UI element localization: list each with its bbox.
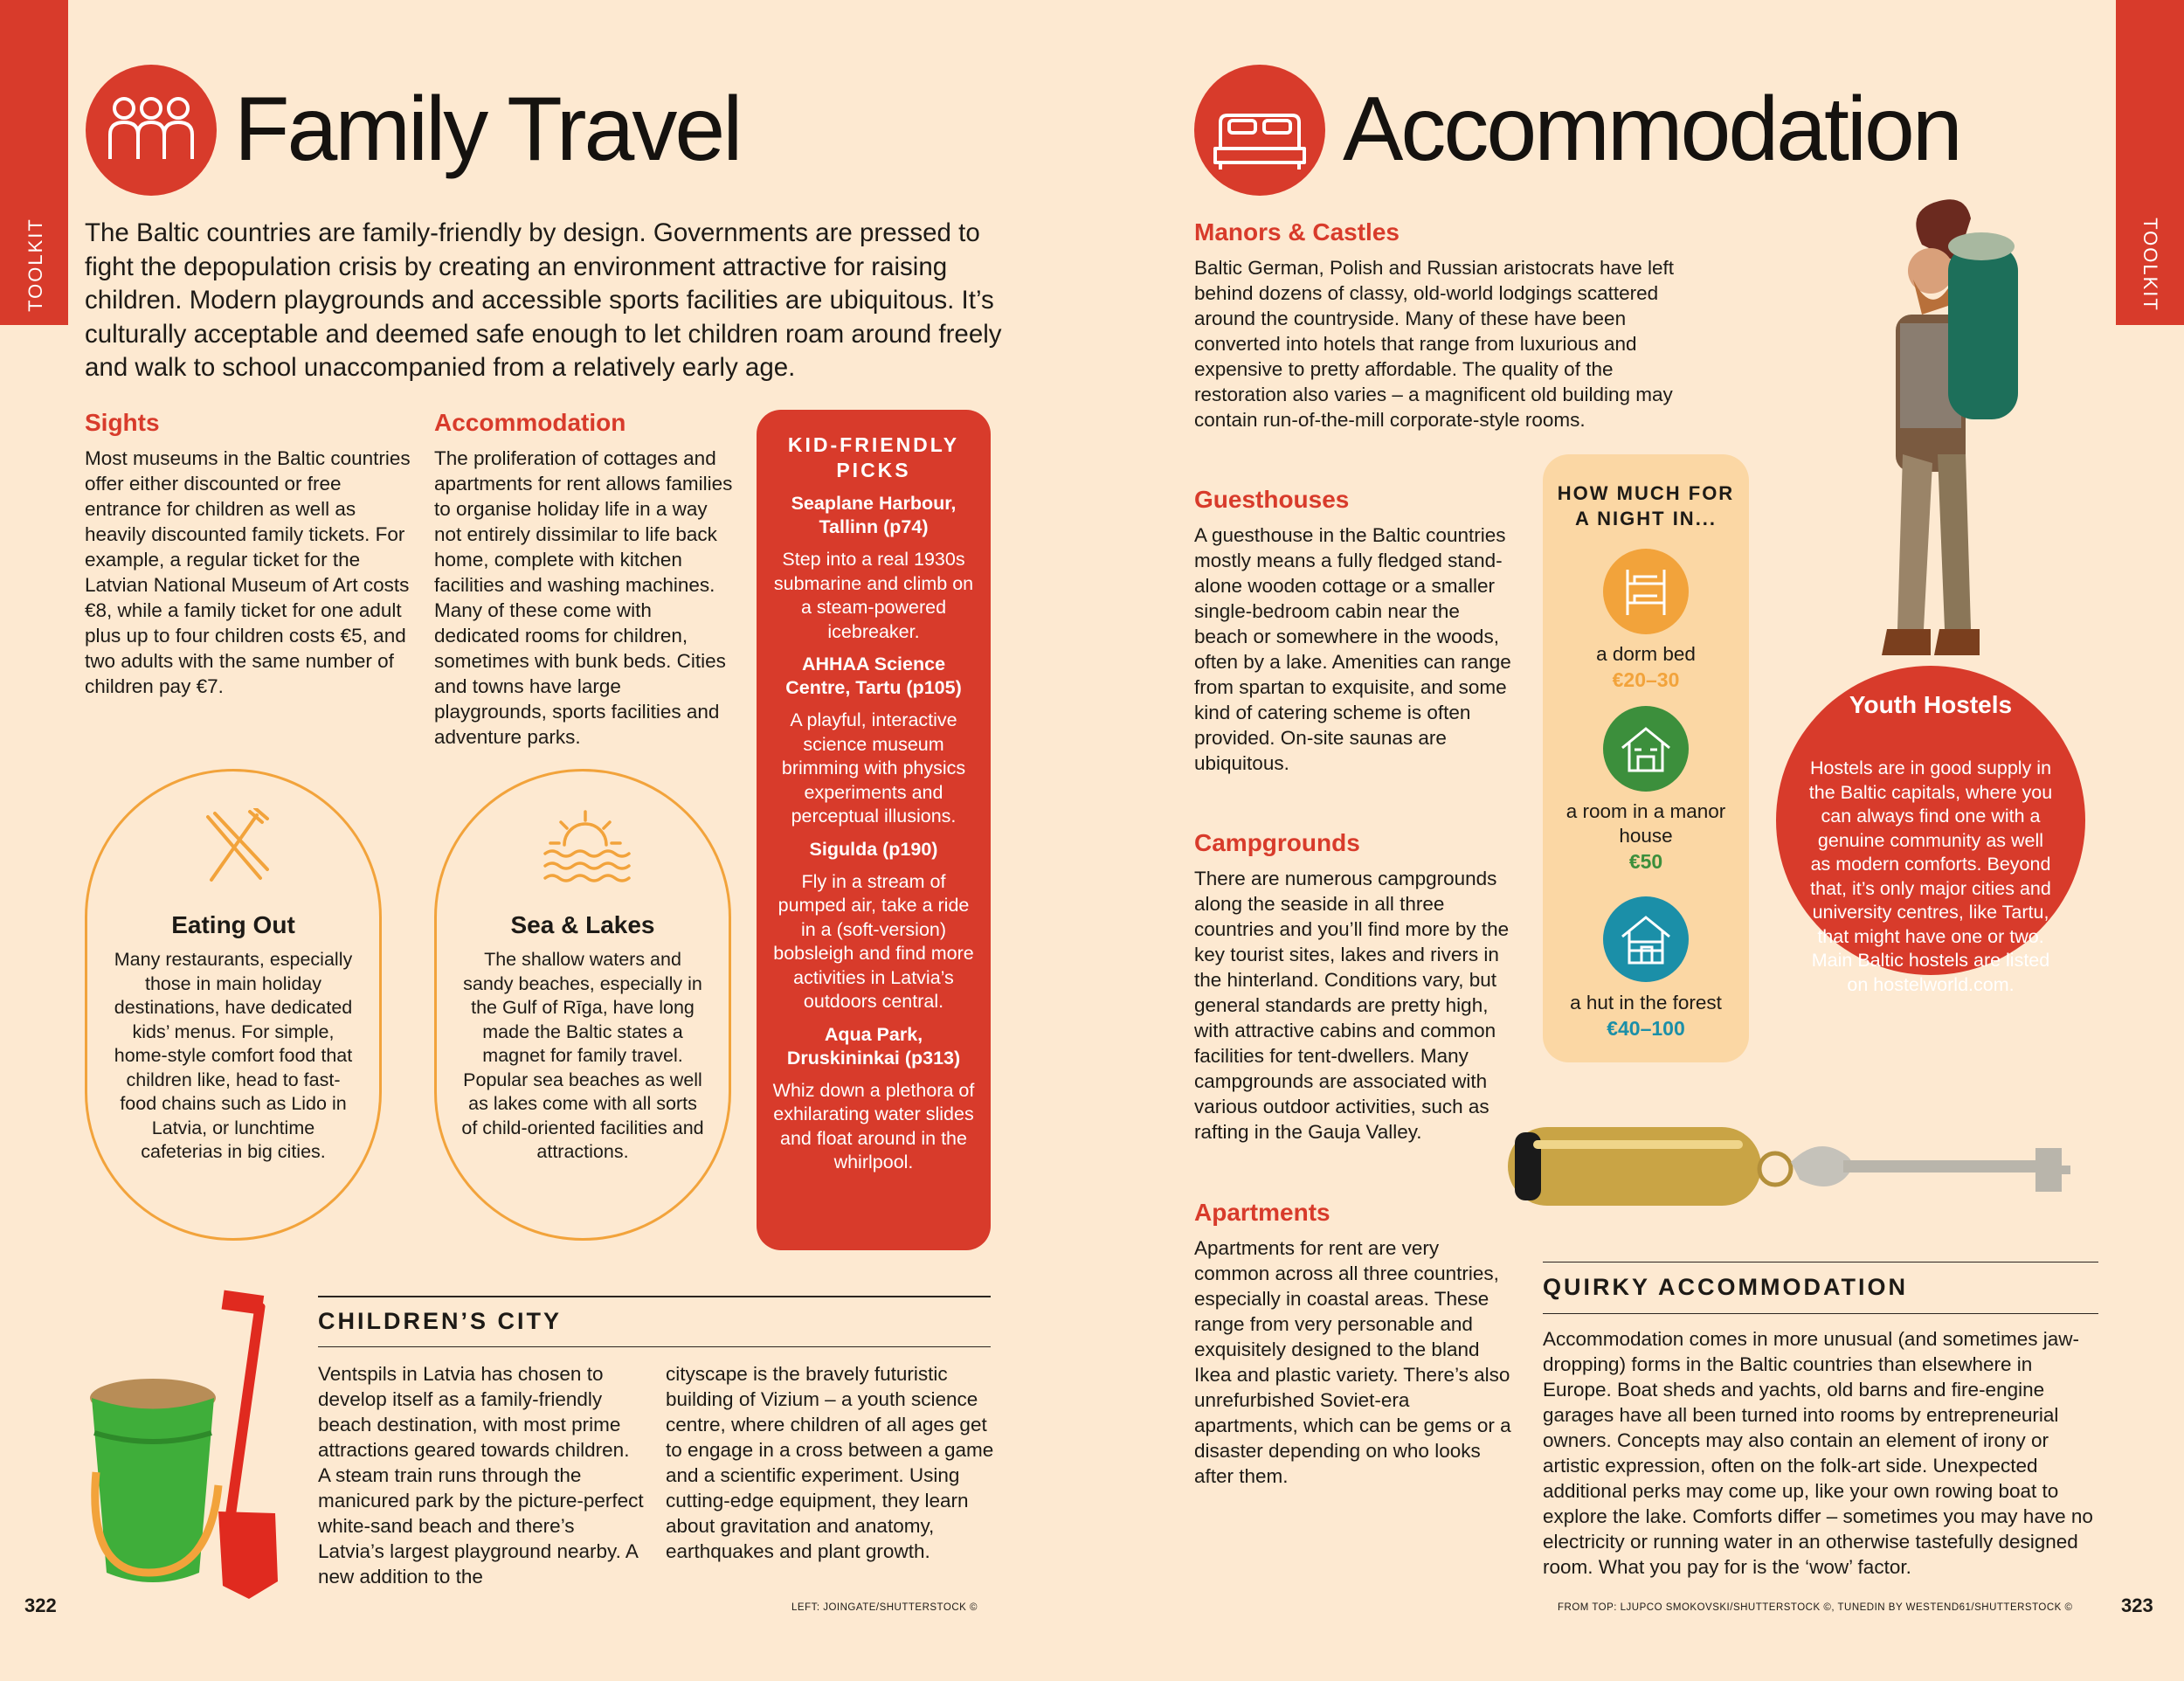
kid-pick-text: A playful, interactive science museum brimming with physics experiments and perceptual illusions.	[781, 709, 966, 827]
guesthouses-text: A guesthouse in the Baltic countries mostly means a fully fledged stand-alone wooden cottage or a smaller single-bedroom cabin near the beach or somewhere in the woods, often by a lake. Amenities can range from spartan to exquisite, and some kind of catering scheme is often provided. On-site saunas are ubiquitous.	[1194, 524, 1511, 774]
childrens-city-top-rule	[318, 1296, 991, 1297]
key-illustration	[1503, 1110, 2114, 1223]
backpacker-illustration	[1826, 192, 2044, 681]
childrens-city-heading: CHILDREN’S CITY	[318, 1308, 563, 1334]
photo-credit-right: FROM TOP: LJUPCO SMOKOVSKI/SHUTTERSTOCK ©, TUNEDIN BY WESTEND61/SHUTTERSTOCK ©	[1558, 1602, 2073, 1613]
kid-pick-name: Sigulda (p190)	[809, 838, 938, 860]
toolkit-tab-left[interactable]	[0, 0, 68, 325]
youth-hostels-text: Hostels are in good supply in the Baltic capitals, where you can always find one with a genuine community as well as modern comforts. Beyond that, it’s only major cities and university centres, like Tartu, that might have one or two. Main Baltic hostels are listed on hostelworld.com.	[1808, 757, 2053, 995]
family-accommodation-text: The proliferation of cottages and apartments for rent allows families to organise holiday life in a way not entirely dissimilar to life back home, complete with kitchen facilities and washing machines. Many of these come with dedicated rooms for children, sometimes with bunk beds. Cities and towns have large playgrounds, sports facilities and adventure parks.	[434, 447, 733, 748]
sea-lakes-heading: Sea & Lakes	[510, 911, 655, 938]
sights-heading: Sights	[85, 409, 160, 436]
toolkit-tab-right[interactable]	[2116, 0, 2184, 325]
price-label-dorm: a dorm bed	[1596, 643, 1696, 665]
kid-pick-text: Fly in a stream of pumped air, take a ride in a (soft-version) bobsleigh and find more activities in Latvia’s outdoors central.	[773, 870, 974, 1012]
kid-pick-name: AHHAA Science Centre, Tartu (p105)	[785, 654, 962, 698]
price-manor: €50	[1628, 850, 1663, 873]
family-intro: The Baltic countries are family-friendly by design. Governments are pressed to fight the depopulation crisis by creating an environment attractive for raising children. Modern playgrounds and accessible sports facilities are ubiquitous. It’s culturally acceptable and deemed safe enough to let children roam around freely and walk to school unaccompanied from a relatively early age.	[85, 218, 1002, 382]
kid-friendly-picks-panel	[757, 410, 991, 1250]
childrens-city-rule	[318, 1346, 991, 1347]
toolkit-tab-label: TOOLKIT	[24, 218, 46, 312]
manors-text: Baltic German, Polish and Russian aristocrats have left behind dozens of classy, old-world lodgings scattered around the countryside. Many of these have been converted into hotels that range from luxurious and expensive to pretty affordable. The quality of the restoration also varies – a magnificent old building may contain run-of-the-mill corporate-style rooms.	[1194, 257, 1674, 431]
eating-out-text: Many restaurants, especially those in main holiday destinations, have dedicated kids’ menus. For simple, home-style comfort food that children like, head to fast-food chains such as Lido in Latvia, or lunchtime cafeterias in big cities.	[114, 949, 353, 1162]
price-hut: €40–100	[1607, 1017, 1685, 1040]
page-number-left: 322	[24, 1595, 57, 1616]
bucket-spade-illustration	[44, 1284, 306, 1608]
kid-pick-name: Seaplane Harbour, Tallinn (p74)	[791, 493, 957, 537]
youth-hostels-heading: Youth Hostels	[1849, 691, 2013, 718]
sun-waves-icon	[540, 805, 631, 885]
toolkit-tab-label: TOOLKIT	[2139, 218, 2161, 312]
childrens-city-col1: Ventspils in Latvia has chosen to develop itself as a family-friendly beach destination, with most prime attractions geared towards children. A steam train runs through the manicured park by the picture-perfect white-sand beach and there’s Latvia’s largest playground nearby. A new addition to the	[318, 1363, 644, 1588]
childrens-city-col2: cityscape is the bravely futuristic building of Vizium – a youth science centre, where children of all ages get to engage in a cross between a game and a scientific experiment. Using cutting-edge equipment, they learn about gravitation and anatomy, earthquakes and plant growth.	[666, 1363, 994, 1562]
campgrounds-text: There are numerous campgrounds along the seaside in all three countries and you’ll find more by the key tourist sites, lakes and rivers in the hinterland. Conditions vary, but general standards are pretty high, with attractive cabins and common facilities for tent-dwellers. Many campgrounds are associated with various outdoor activities, such as rafting in the Gauja Valley.	[1194, 868, 1510, 1143]
how-much-title: HOW MUCH FOR A NIGHT IN...	[1557, 482, 1735, 529]
photo-credit-left: LEFT: JOINGATE/SHUTTERSTOCK ©	[791, 1602, 978, 1613]
manors-heading: Manors & Castles	[1194, 218, 1400, 246]
family-accommodation-heading: Accommodation	[434, 409, 626, 436]
page-number-right: 323	[2121, 1595, 2153, 1616]
fork-knife-icon	[199, 808, 273, 887]
apartments-heading: Apartments	[1194, 1199, 1330, 1226]
quirky-text: Accommodation comes in more unusual (and sometimes jaw-dropping) forms in the Baltic countries than elsewhere in Europe. Boat sheds and yachts, old barns and fire-engine garages have all been turned into rooms by entrepreneurial owners. Concepts may also contain an element of irony or artistic expression, often on the folk-art side. Unexpected additional perks may come up, like your own rowing boat to explore the lake. Comforts differ – sometimes you may have no electricity or running water in an otherwise tastefully designed room. What you pay for is the ‘wow’ factor.	[1543, 1328, 2093, 1578]
how-much-panel	[1543, 454, 1749, 1062]
kid-picks-title: KID-FRIENDLY PICKS	[787, 433, 960, 481]
sea-lakes-text: The shallow waters and sandy beaches, especially in the Gulf of Rīga, have long made the Baltic states a magnet for family travel. Popular sea beaches as well as lakes come with all sorts of child-oriented facilities and attractions.	[461, 949, 704, 1162]
guesthouses-heading: Guesthouses	[1194, 486, 1350, 513]
family-icon	[86, 65, 217, 196]
sea-lakes-panel	[434, 769, 731, 1241]
youth-hostels-panel	[1776, 666, 2085, 995]
price-label-manor: a room in a manor house	[1565, 800, 1726, 847]
price-label-hut: a hut in the forest	[1570, 992, 1722, 1013]
manor-house-icon	[1603, 706, 1689, 792]
bed-icon	[1194, 65, 1325, 196]
bunk-bed-icon	[1603, 549, 1689, 634]
accommodation-title: Accommodation	[1343, 79, 1960, 180]
sights-text: Most museums in the Baltic countries offer either discounted or free entrance for children as well as heavily discounted family tickets. For example, a regular ticket for the Latvian National Museum of Art costs €8, while a family ticket for one adult plus up to four children costs €5, and two adults with the same number of children pay €7.	[85, 447, 411, 697]
family-travel-title: Family Travel	[234, 79, 741, 180]
campgrounds-heading: Campgrounds	[1194, 829, 1360, 856]
forest-hut-icon	[1603, 896, 1689, 982]
quirky-heading: QUIRKY ACCOMMODATION	[1543, 1274, 1908, 1300]
apartments-text: Apartments for rent are very common across all three countries, especially in coastal areas. These range from very personable and exquisitely designed to the bland Ikea and plastic variety. There’s also unrefurbished Soviet-era apartments, which can be gems or a disaster depending on who looks after them.	[1194, 1237, 1511, 1487]
kid-pick-text: Step into a real 1930s submarine and climb on a steam-powered icebreaker.	[773, 549, 974, 642]
kid-pick-name: Aqua Park, Druskininkai (p313)	[786, 1023, 961, 1069]
eating-out-heading: Eating Out	[171, 911, 295, 938]
price-dorm: €20–30	[1612, 668, 1680, 691]
quirky-rule	[1543, 1313, 2098, 1314]
eating-out-panel	[85, 769, 382, 1241]
kid-pick-text: Whiz down a plethora of exhilarating water slides and float around in the whirlpool.	[772, 1079, 975, 1173]
